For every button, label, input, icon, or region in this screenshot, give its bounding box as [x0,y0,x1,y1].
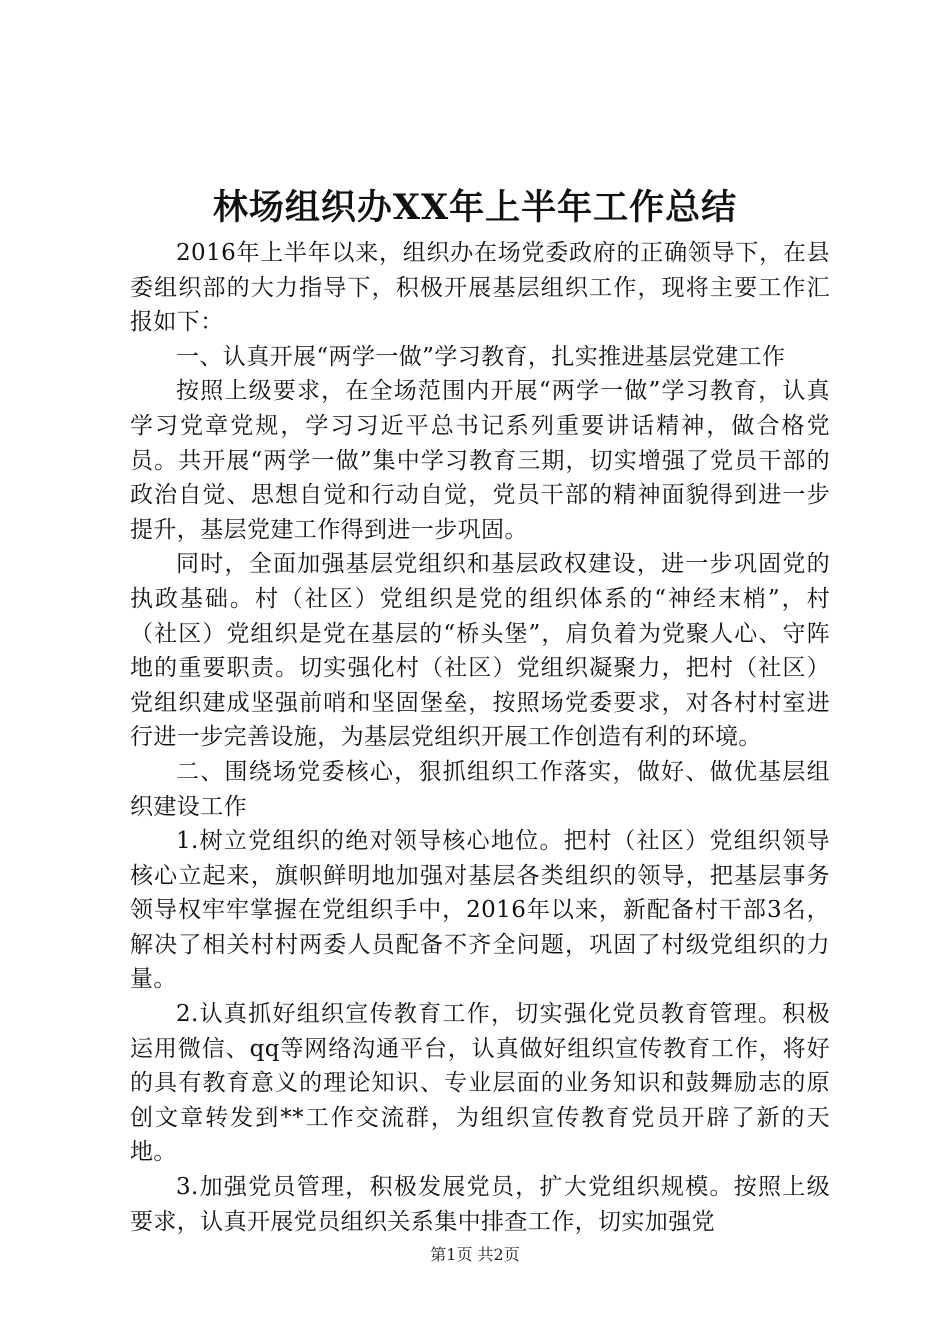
section-heading-1: 一、认真开展“两学一做”学习教育，扎实推进基层党建工作 [176,343,786,370]
paragraph: 按照上级要求，在全场范围内开展“两学一做”学习教育，认真学习党章党规，学习习近平总书记系列重要讲话精神，做合格党员。共开展“两学一做”集中学习教育三期，切实增强了党员干部的政治自觉、思想自觉和行动自觉，党员干部的精神面貌得到进一步提升，基层党建工作得到进一步巩固。 [130,378,830,543]
list-item-2: 2.认真抓好组织宣传教育工作，切实强化党员教育管理。积极运用微信、qq等网络沟通平台，认真做好组织宣传教育工作，将好的具有教育意义的理论知识、专业层面的业务知识和鼓舞励志的原创文章转发到**工作交流群，为组织宣传教育党员开辟了新的天地。 [130,1001,830,1166]
document-title: 林场组织办XX年上半年工作总结 [212,187,738,228]
paragraph-intro: 2016年上半年以来，组织办在场党委政府的正确领导下，在县委组织部的大力指导下，积极开展基层组织工作，现将主要工作汇报如下： [130,240,830,336]
document-body [130,236,830,1239]
paragraph: 同时，全面加强基层党组织和基层政权建设，进一步巩固党的执政基础。村（社区）党组织是党的组织体系的“神经末梢”，村（社区）党组织是党在基层的“桥头堡”，肩负着为党聚人心、守阵地的重要职责。切实强化村（社区）党组织凝聚力，把村（社区）党组织建成坚强前哨和坚固堡垒，按照场党委要求，对各村村室进行进一步完善设施，为基层党组织开展工作创造有利的环境。 [130,551,830,751]
list-item-3: 3.加强党员管理，积极发展党员，扩大党组织规模。按照上级要求，认真开展党员组织关系集中排查工作，切实加强党 [130,1174,830,1235]
list-item-1: 1.树立党组织的绝对领导核心地位。把村（社区）党组织领导核心立起来，旗帜鲜明地加强对基层各类组织的领导，把基层事务领导权牢牢掌握在党组织手中，2016年以来，新配备村干部3名，解决了相关村村两委人员配备不齐全问题，巩固了村级党组织的力量。 [130,828,830,993]
page-number-footer: 第1页 共2页 [430,1245,520,1264]
section-heading-2: 二、围绕场党委核心，狠抓组织工作落实，做好、做优基层组织建设工作 [130,758,830,820]
